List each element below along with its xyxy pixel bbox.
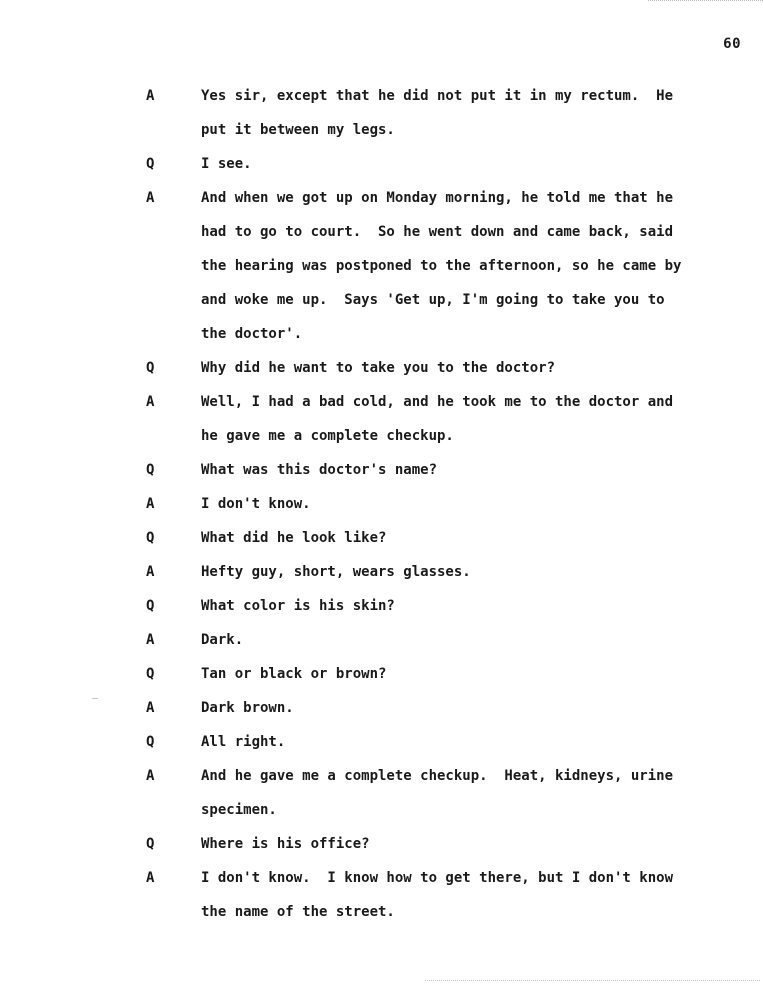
testimony-text: I see. — [201, 156, 252, 172]
transcript-line — [0, 730, 763, 764]
speaker-label: A — [146, 768, 155, 784]
speaker-label: A — [146, 700, 155, 716]
page-number: 60 — [723, 36, 741, 52]
testimony-text: Hefty guy, short, wears glasses. — [201, 564, 471, 580]
transcript-line — [0, 662, 763, 696]
speaker-label: Q — [146, 462, 155, 478]
transcript-line — [0, 322, 763, 356]
transcript-line — [0, 832, 763, 866]
scan-artifact-bottom — [425, 980, 760, 983]
transcript-line — [0, 220, 763, 254]
testimony-text: Dark brown. — [201, 700, 294, 716]
transcript-line — [0, 526, 763, 560]
speaker-label: A — [146, 496, 155, 512]
transcript-line — [0, 628, 763, 662]
transcript-line — [0, 152, 763, 186]
transcript-line — [0, 900, 763, 934]
testimony-text: Why did he want to take you to the doctor? — [201, 360, 556, 376]
transcript-line — [0, 84, 763, 118]
speaker-label: Q — [146, 156, 155, 172]
testimony-text: Yes sir, except that he did not put it in my rectum. He — [201, 88, 674, 104]
testimony-text: the hearing was postponed to the afternoon, so he came by — [201, 258, 682, 274]
speaker-label: Q — [146, 360, 155, 376]
transcript-line — [0, 356, 763, 390]
testimony-text: put it between my legs. — [201, 122, 395, 138]
speaker-label: A — [146, 394, 155, 410]
transcript-line — [0, 288, 763, 322]
transcript-line — [0, 866, 763, 900]
speaker-label: Q — [146, 530, 155, 546]
transcript-line — [0, 186, 763, 220]
speaker-label: A — [146, 870, 155, 886]
speaker-label: Q — [146, 734, 155, 750]
testimony-text: Well, I had a bad cold, and he took me to the doctor and — [201, 394, 674, 410]
transcript-line — [0, 492, 763, 526]
transcript-line — [0, 458, 763, 492]
testimony-text: What was this doctor's name? — [201, 462, 438, 478]
testimony-text: And when we got up on Monday morning, he told me that he — [201, 190, 674, 206]
testimony-text: had to go to court. So he went down and came back, said — [201, 224, 674, 240]
testimony-text: Dark. — [201, 632, 244, 648]
scan-artifact-top — [648, 0, 763, 4]
testimony-text: What color is his skin? — [201, 598, 395, 614]
transcript-line — [0, 696, 763, 730]
testimony-text: And he gave me a complete checkup. Heat, kidneys, urine — [201, 768, 674, 784]
speaker-label: A — [146, 88, 155, 104]
transcript-line — [0, 254, 763, 288]
testimony-text: I don't know. I know how to get there, but I don't know — [201, 870, 674, 886]
testimony-text: specimen. — [201, 802, 277, 818]
testimony-text: and woke me up. Says 'Get up, I'm going to take you to — [201, 292, 665, 308]
testimony-text: All right. — [201, 734, 286, 750]
testimony-text: the name of the street. — [201, 904, 395, 920]
transcript-line — [0, 390, 763, 424]
speaker-label: A — [146, 632, 155, 648]
speaker-label: Q — [146, 598, 155, 614]
testimony-text: What did he look like? — [201, 530, 387, 546]
testimony-text: I don't know. — [201, 496, 311, 512]
testimony-text: the doctor'. — [201, 326, 303, 342]
transcript-line — [0, 594, 763, 628]
transcript-line — [0, 764, 763, 798]
transcript-line — [0, 560, 763, 594]
speaker-label: Q — [146, 666, 155, 682]
testimony-text: he gave me a complete checkup. — [201, 428, 454, 444]
speaker-label: Q — [146, 836, 155, 852]
transcript-line — [0, 118, 763, 152]
speaker-label: A — [146, 190, 155, 206]
transcript-line — [0, 424, 763, 458]
testimony-text: Where is his office? — [201, 836, 370, 852]
speaker-label: A — [146, 564, 155, 580]
transcript-body — [0, 84, 763, 934]
transcript-line — [0, 798, 763, 832]
testimony-text: Tan or black or brown? — [201, 666, 387, 682]
